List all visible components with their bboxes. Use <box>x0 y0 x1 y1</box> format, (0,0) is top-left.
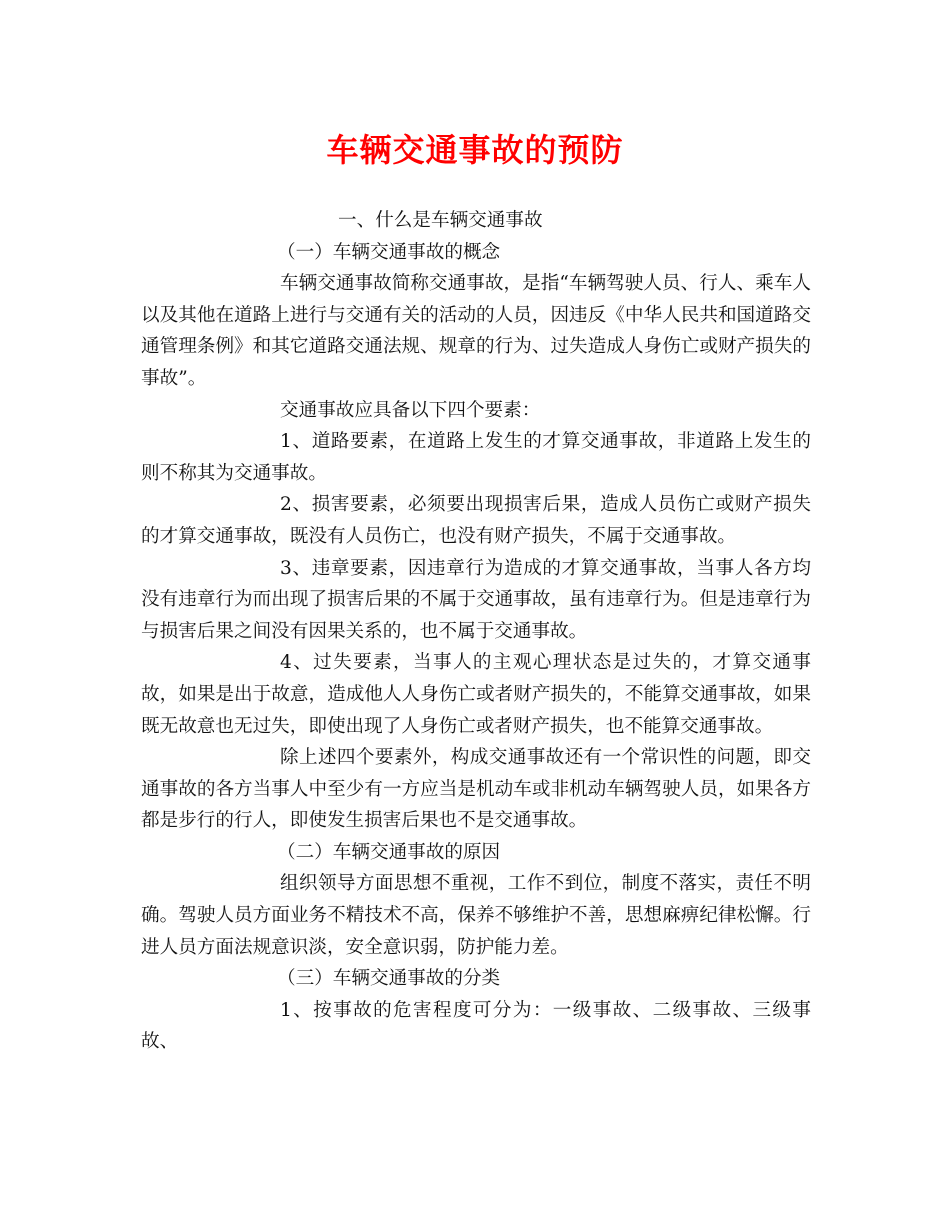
list-item: 1、道路要素，在道路上发生的才算交通事故，非道路上发生的则不称其为交通事故。 <box>141 431 811 484</box>
paragraph: 组织领导方面思想不重视，工作不到位，制度不落实，责任不明确。驾驶人员方面业务不精技术不高，保养不够维护不善，思想麻痹纪律松懈。行进人员方面法规意识淡，安全意识弱，防护能力差。 <box>141 873 811 958</box>
subsection-heading: （一）车辆交通事故的概念 <box>277 241 501 263</box>
paragraph: 车辆交通事故简称交通事故，是指“车辆驾驶人员、行人、乘车人以及其他在道路上进行与交通有关的活动的人员，因违反《中华人民共和国道路交通管理条例》和其它道路交通法规、规章的行为、过失造成人身伤亡或财产损失的事故”。 <box>141 273 811 389</box>
list-item: 4、过失要素，当事人的主观心理状态是过失的，才算交通事故，如果是出于故意，造成他人人身伤亡或者财产损失的，不能算交通事故，如果既无故意也无过失，即使出现了人身伤亡或者财产损失，也不能算交通事故。 <box>141 652 811 737</box>
section-heading: 一、什么是车辆交通事故 <box>338 210 543 231</box>
list-item: 3、违章要素，因违章行为造成的才算交通事故，当事人各方均没有违章行为而出现了损害后果的不属于交通事故，虽有违章行为。但是违章行为与损害后果之间没有因果关系的，也不属于交通事故。 <box>141 557 811 642</box>
list-item: 2、损害要素，必须要出现损害后果，造成人员伤亡或财产损失的才算交通事故，既没有人员伤亡，也没有财产损失，不属于交通事故。 <box>141 494 811 547</box>
document-body <box>141 205 811 1058</box>
paragraph: 除上述四个要素外，构成交通事故还有一个常识性的问题，即交通事故的各方当事人中至少有一方应当是机动车或非机动车辆驾驶人员，如果各方都是步行的行人，即使发生损害后果也不是交通事故。 <box>141 747 811 832</box>
document-title: 车辆交通事故的预防 <box>326 131 624 169</box>
subsection-heading: （二）车辆交通事故的原因 <box>277 841 501 863</box>
paragraph: 交通事故应具备以下四个要素： <box>280 399 541 421</box>
list-item: 1、按事故的危害程度可分为：一级事故、二级事故、三级事故、 <box>141 999 811 1053</box>
subsection-heading: （三）车辆交通事故的分类 <box>277 968 501 990</box>
